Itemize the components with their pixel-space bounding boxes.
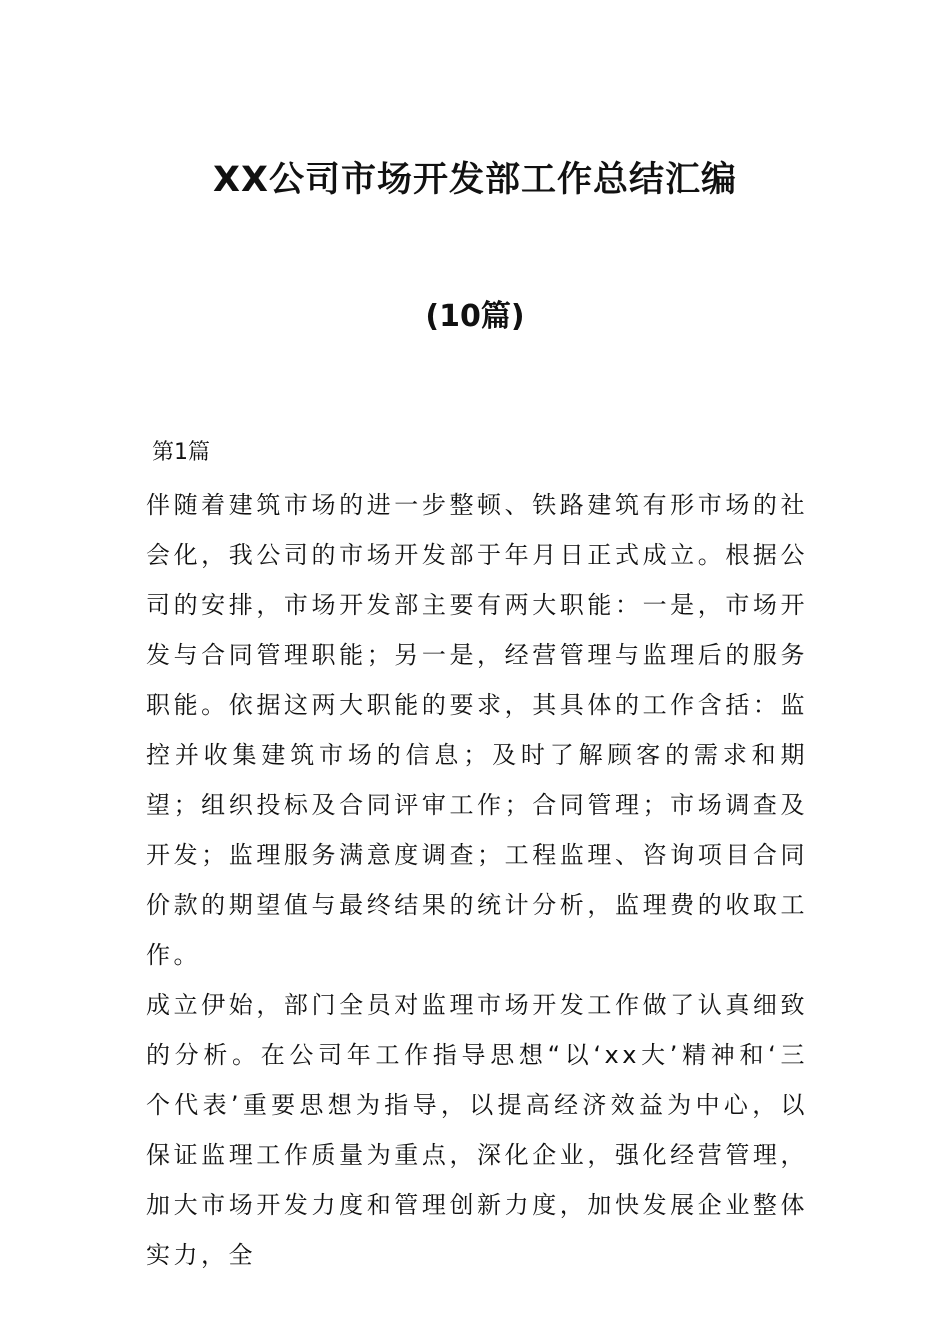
document-subtitle: (10篇) <box>425 299 525 334</box>
document-title: XX公司市场开发部工作总结汇编 <box>213 160 737 200</box>
paragraph: 伴随着建筑市场的进一步整顿、铁路建筑有形市场的社会化，我公司的市场开发部于年月日正式成立。根据公司的安排，市场开发部主要有两大职能：一是，市场开发与合同管理职能；另一是，经营管理与监理后的服务职能。依据这两大职能的要求，其具体的工作含括：监控并收集建筑市场的信息；及时了解顾客的需求和期望；组织投标及合同评审工作；合同管理；市场调查及开发；监理服务满意度调查；工程监理、咨询项目合同价款的期望值与最终结果的统计分析，监理费的收取工作。 <box>146 491 808 969</box>
body-text <box>146 480 808 1280</box>
section-label: 第1篇 <box>152 440 210 465</box>
paragraph: 成立伊始，部门全员对监理市场开发工作做了认真细致的分析。在公司年工作指导思想“以‘xx大’精神和‘三个代表’重要思想为指导，以提高经济效益为中心，以保证监理工作质量为重点，深化企业，强化经营管理，加大市场开发力度和管理创新力度，加快发展企业整体实力，全 <box>146 991 808 1269</box>
